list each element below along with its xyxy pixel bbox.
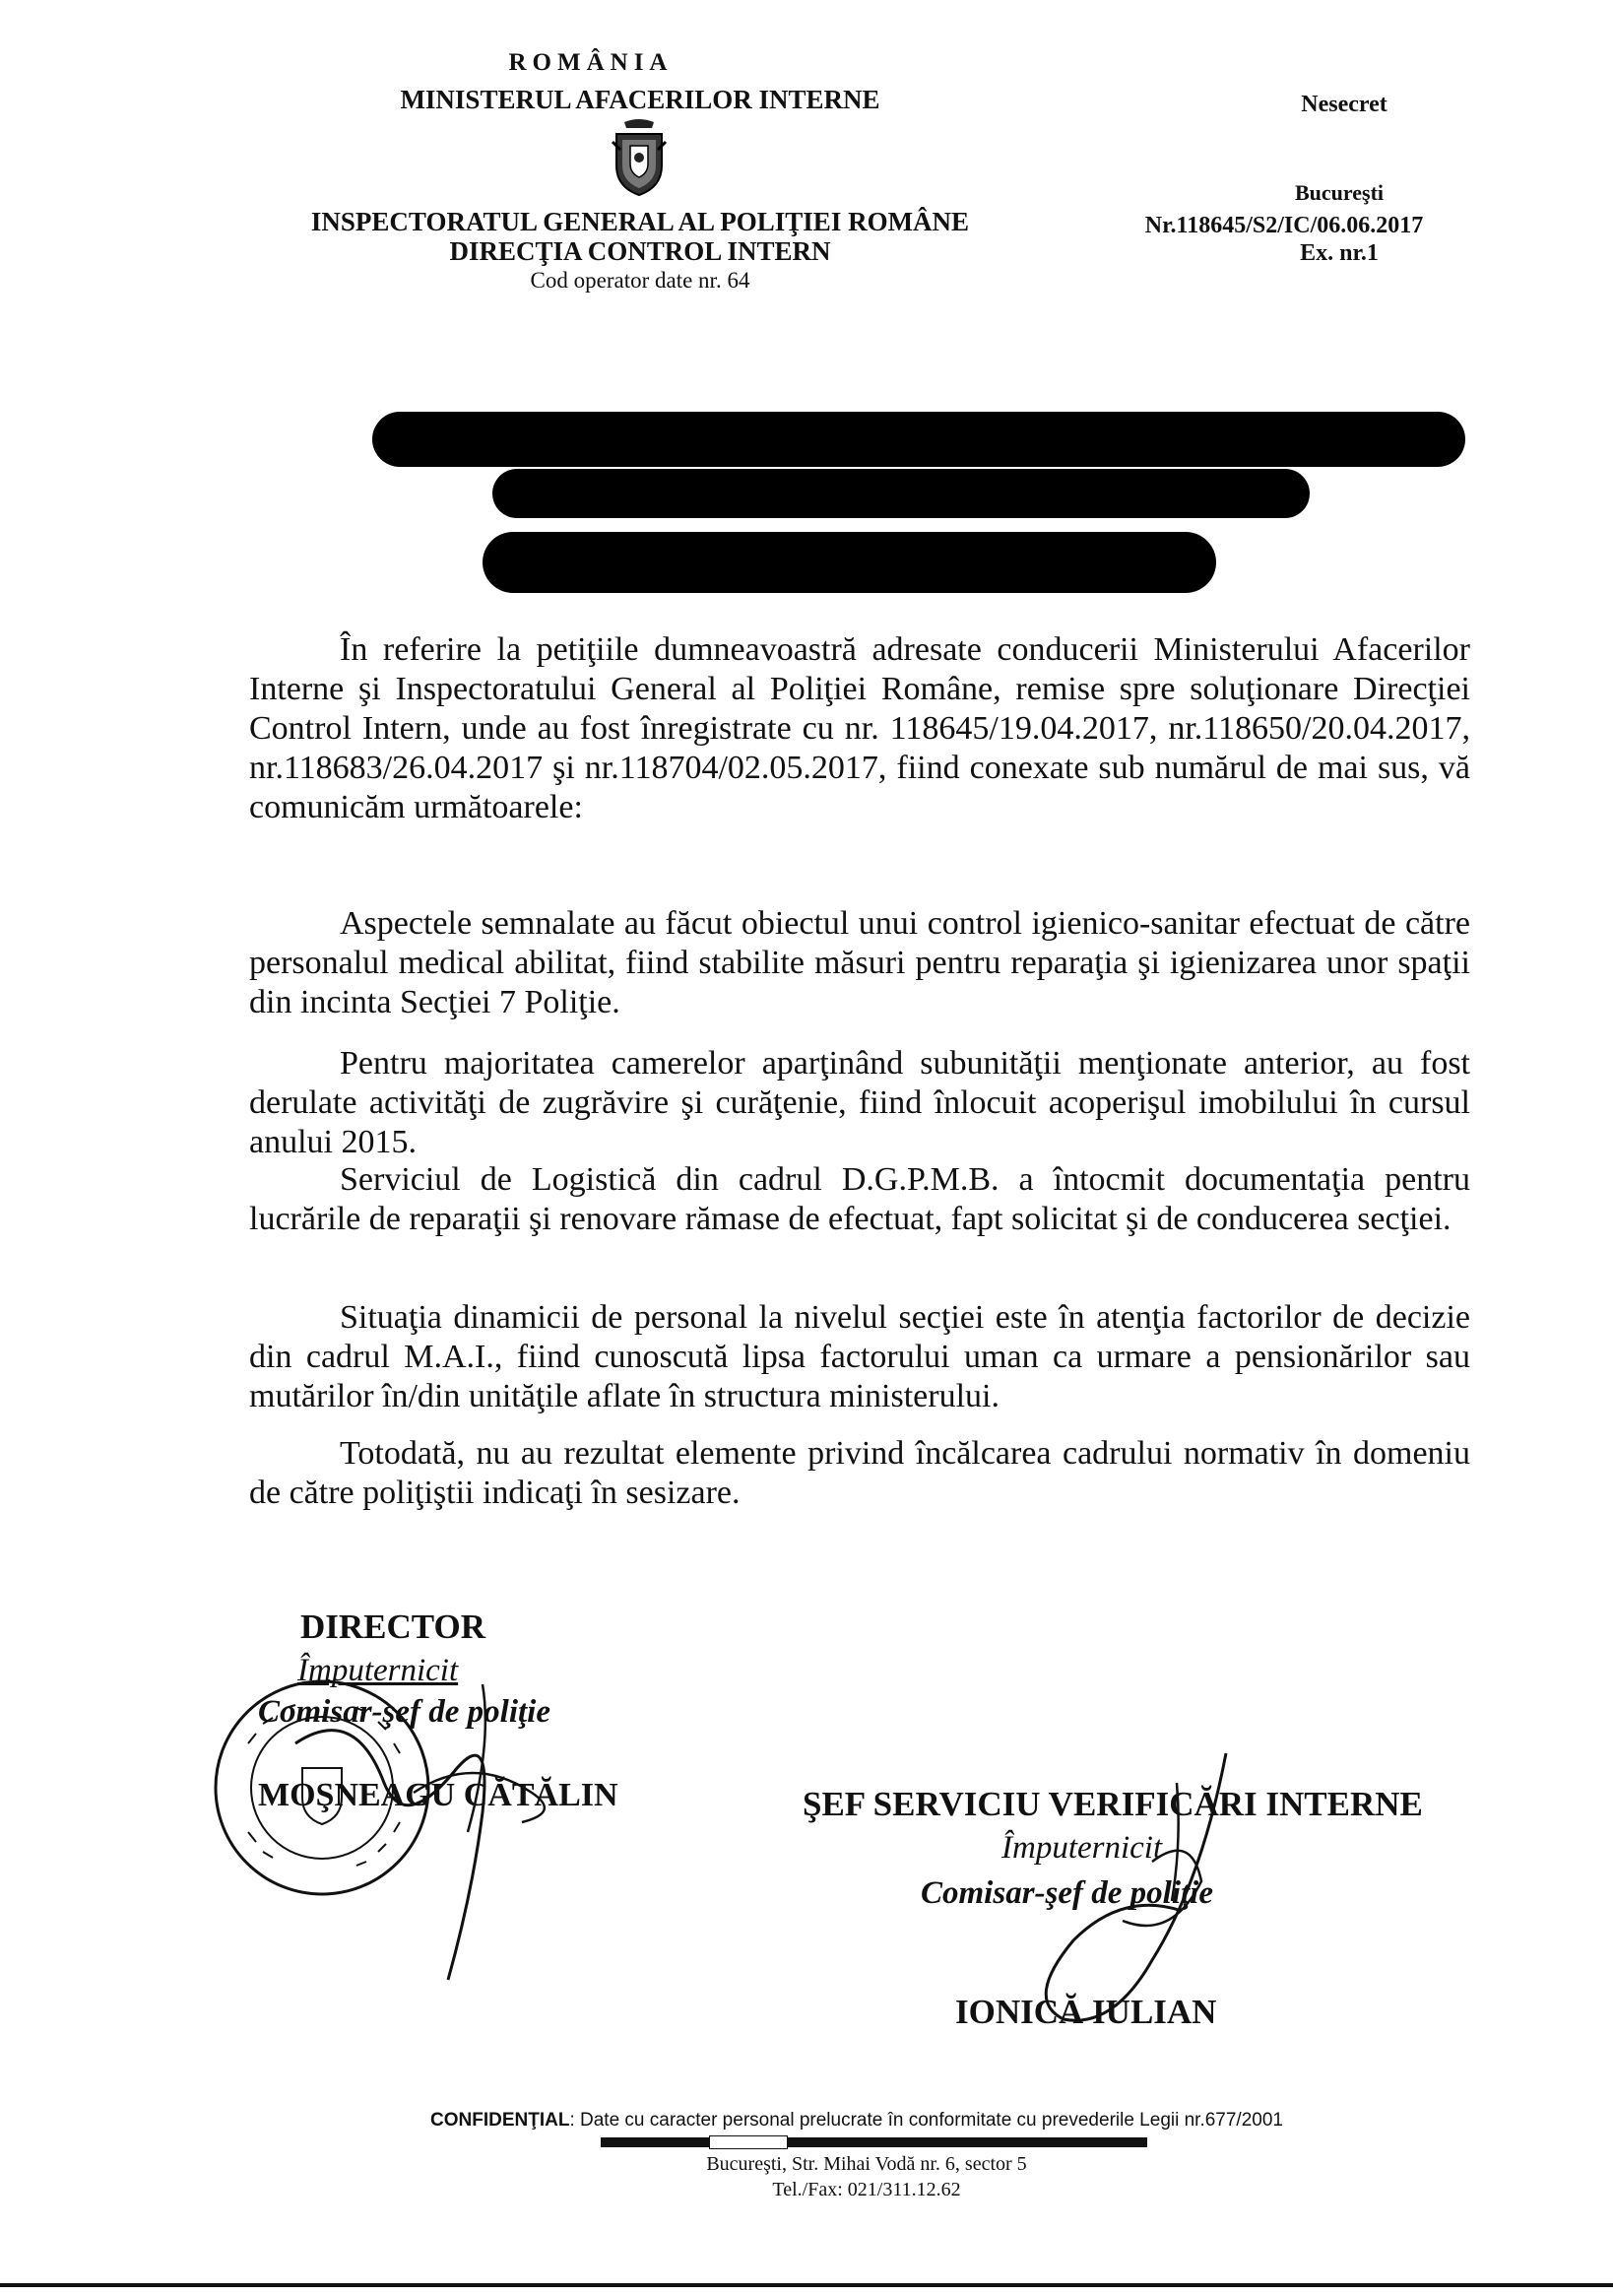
- country-name: ROMÂNIA: [508, 49, 674, 76]
- footer-bar: [601, 2137, 1147, 2147]
- director-title: DIRECTOR: [300, 1607, 486, 1646]
- page-bottom-line: [0, 2283, 1613, 2287]
- confidential-label: CONFIDENŢIAL: [430, 2110, 570, 2131]
- director-name: MOŞNEAGU CĂTĂLIN: [258, 1777, 618, 1813]
- chief-empowered: Împuternicit: [1001, 1830, 1163, 1866]
- classification-label: Nesecret: [1301, 92, 1387, 117]
- director-signature: [236, 1665, 650, 1990]
- paragraph-personnel: Situaţia dinamicii de personal la nivelul secţiei este în atenţia factorilor de decizie din cadrul M.A.I., fiind cunoscută lipsa factorului uman ca urmare a pensionărilor sau mutărilor în/din unităţile aflate în structura ministerului.: [249, 1299, 1470, 1414]
- ministry-name: MINISTERUL AFACERILOR INTERNE: [400, 85, 880, 114]
- direction-name: DIRECŢIA CONTROL INTERN: [449, 236, 831, 266]
- copy-number: Ex. nr.1: [1300, 240, 1379, 266]
- inspectorate-name: INSPECTORATUL GENERAL AL POLIŢIEI ROMÂNE: [310, 207, 970, 236]
- chief-name: IONICĂ IULIAN: [955, 1993, 1217, 2031]
- operator-code: Cod operator date nr. 64: [530, 268, 750, 293]
- confidential-notice: [335, 2110, 1379, 2132]
- chief-title: ŞEF SERVICIU VERIFICĂRI INTERNE: [803, 1785, 1423, 1823]
- issue-city: Bucureşti: [1294, 180, 1385, 205]
- chief-rank: Comisar-şef de poliţie: [921, 1875, 1213, 1911]
- chief-signature: [1004, 1743, 1300, 2039]
- confidential-text: : Date cu caracter personal prelucrate în conformitate cu prevederile Legii nr.677/2001: [569, 2110, 1283, 2131]
- paragraph-sanitary-control: Aspectele semnalate au făcut obiectul unui control igienico-sanitar efectuat de către personalul medical abilitat, fiind stabilite măsuri pentru reparaţia şi igienizarea unor spaţii din incinta Secţiei 7 Poliţie.: [249, 905, 1470, 1020]
- coat-of-arms-icon: [611, 116, 668, 197]
- paragraph-conclusion: Totodată, nu au rezultat elemente privind încălcarea cadrului normativ în domeniu de către poliţiştii indicaţi în sesizare.: [249, 1435, 1470, 1511]
- paragraph-renovations: Pentru majoritatea camerelor aparţinând subunităţii menţionate anterior, au fost derulate activităţi de zugrăvire şi curăţenie, fiind înlocuit acoperişul imobilului în cursul anului 2015.: [249, 1045, 1470, 1160]
- paragraph-logistics: Serviciul de Logistică din cadrul D.G.P.M.B. a întocmit documentaţia pentru lucrările de reparaţii şi renovare rămase de efectuat, fapt solicitat şi de conducerea secţiei.: [249, 1161, 1470, 1237]
- footer-address: Bucureşti, Str. Mihai Vodă nr. 6, sector 5: [706, 2153, 1027, 2175]
- footer-telefax: Tel./Fax: 021/311.12.62: [772, 2179, 961, 2200]
- footer-bar-gap: [709, 2135, 788, 2149]
- registration-number: Nr.118645/S2/IC/06.06.2017: [1144, 213, 1424, 238]
- paragraph-intro: În referire la petiţiile dumneavoastră adresate conducerii Ministerului Afacerilor Interne şi Inspectoratului General al Poliţiei Române, remise spre soluţionare Direcţiei Control Intern, unde au fost înregistrate cu nr. 118645/19.04.2017, nr.118650/20.04.2017, nr.118683/26.04.2017 şi nr.118704/02.05.2017, fiind conexate sub numărul de mai sus, vă comunicăm următoarele:: [249, 631, 1470, 825]
- director-empowered: Împuternicit: [297, 1653, 459, 1688]
- redacted-recipient-line-3: [483, 532, 1216, 593]
- redacted-recipient-line-2: [492, 469, 1310, 518]
- redacted-recipient-line-1: [372, 412, 1465, 467]
- director-rank: Comisar-şef de poliţie: [258, 1694, 550, 1730]
